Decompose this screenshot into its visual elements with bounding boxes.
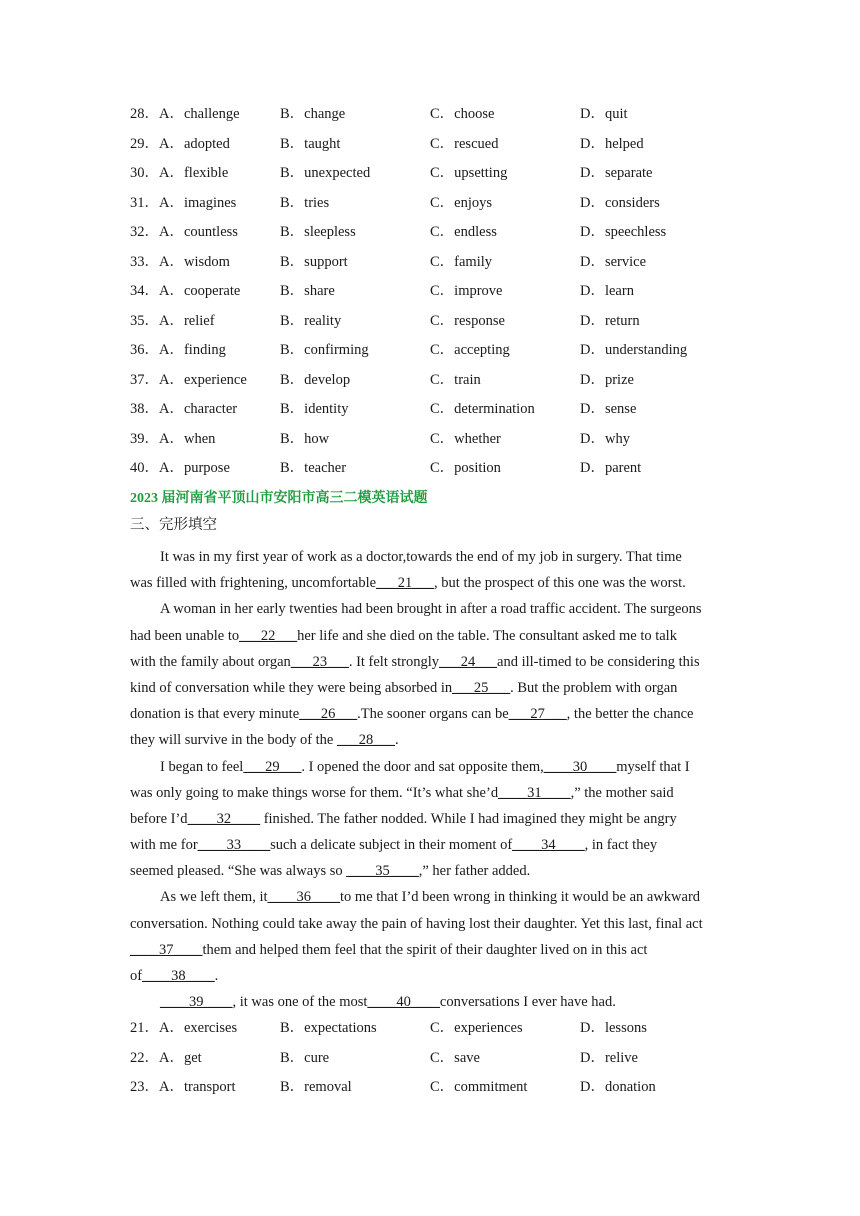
question-number: 32．	[130, 224, 159, 240]
passage-text: .	[214, 968, 219, 984]
passage-text: conversation. Nothing could take away the pain of having lost their daughter. Yet this last, final act	[130, 915, 703, 932]
question-number: 33．	[130, 253, 159, 270]
question-number: 23．	[130, 1079, 159, 1095]
passage-line	[130, 649, 735, 675]
option-a	[130, 1017, 237, 1039]
question-number: 36．	[130, 342, 159, 358]
option-c: C．train	[430, 371, 481, 388]
option-a	[130, 1076, 236, 1098]
option-d: D．return	[580, 312, 640, 329]
option-a	[130, 457, 230, 479]
passage-line	[130, 937, 735, 963]
option-a	[130, 398, 237, 420]
option-a	[130, 369, 247, 391]
question-number: 30．	[130, 165, 159, 181]
option-a	[130, 339, 226, 361]
option-b: B．sleepless	[280, 224, 356, 240]
option-a	[130, 310, 215, 332]
passage-text: conversations I ever have had.	[439, 994, 616, 1011]
question-number: 34．	[130, 283, 159, 299]
option-d: D．lessons	[580, 1020, 647, 1036]
passage-text: As we left them, it	[160, 889, 268, 906]
option-c: C．whether	[430, 430, 501, 447]
option-a-text: A．flexible	[159, 165, 229, 181]
passage-text: , but the prospect of this one was the worst.	[434, 575, 686, 592]
passage-text: . It felt strongly	[348, 653, 440, 670]
option-c: C．position	[430, 460, 501, 476]
passage-text: they will survive in the body of the	[130, 732, 337, 749]
passage-text: . But the problem with organ	[510, 679, 678, 696]
option-c: C．upsetting	[430, 165, 508, 181]
blank-23: ___23___	[290, 653, 349, 670]
passage-line	[130, 570, 735, 596]
question-number: 31．	[130, 194, 159, 211]
blank-33: ____33____	[197, 837, 271, 854]
passage-text: had been unable to	[130, 627, 240, 644]
option-c: C．experiences	[430, 1020, 523, 1036]
option-b: B．unexpected	[280, 165, 371, 181]
passage-text: donation is that every minute	[130, 706, 300, 723]
option-d: D．separate	[580, 165, 653, 181]
passage-line	[130, 596, 735, 622]
option-a-text: A．countless	[159, 224, 238, 240]
option-a-text: A．exercises	[159, 1020, 238, 1036]
option-a-text: A．get	[159, 1049, 202, 1066]
passage-line	[130, 884, 735, 910]
passage-text: before I’d	[130, 810, 188, 827]
blank-27: ___27___	[508, 706, 567, 723]
option-a	[130, 133, 230, 155]
passage-text: with the family about organ	[130, 653, 291, 670]
blank-39: ____39____	[160, 994, 233, 1011]
passage-text: ,” her father added.	[418, 863, 531, 880]
passage-line	[130, 727, 735, 753]
option-a-text: A．character	[159, 401, 238, 417]
option-a-text: A．experience	[159, 371, 247, 388]
passage-text: .The sooner organs can be	[357, 706, 509, 723]
passage-line	[130, 701, 735, 727]
passage-text: , the better the chance	[566, 706, 694, 723]
option-b: B．develop	[280, 371, 351, 388]
option-b: B．identity	[280, 401, 349, 417]
passage-text: was filled with frightening, uncomfortable	[130, 575, 377, 592]
passage-text: to me that I’d been wrong in thinking it would be an awkward	[340, 889, 701, 906]
option-c: C．improve	[430, 283, 503, 299]
option-a-text: A．when	[159, 430, 216, 447]
passage-text: was only going to make things worse for them. “It’s what she’d	[130, 784, 499, 801]
blank-32: ____32____	[187, 810, 261, 827]
question-number: 39．	[130, 430, 159, 447]
option-a-text: A．transport	[159, 1079, 236, 1095]
option-c: C．rescued	[430, 135, 499, 152]
cloze-passage	[130, 544, 735, 1015]
passage-text: finished. The father nodded. While I had imagined they might be angry	[260, 810, 677, 827]
option-d: D．donation	[580, 1079, 656, 1095]
passage-text: of	[130, 968, 143, 984]
passage-line	[130, 780, 735, 806]
exam-heading: 2023 届河南省平顶山市安阳市高三二模英语试题	[130, 491, 428, 506]
option-d: D．considers	[580, 194, 660, 211]
passage-text: such a delicate subject in their moment of	[270, 837, 513, 854]
passage-line	[130, 623, 735, 649]
passage-line	[130, 754, 735, 780]
option-d: D．service	[580, 253, 647, 270]
passage-text: them and helped them feel that the spirit of their daughter lived on in this act	[202, 941, 648, 958]
question-number: 37．	[130, 371, 159, 388]
blank-21: ___21___	[376, 575, 435, 592]
option-b: B．tries	[280, 194, 330, 211]
option-a	[130, 221, 238, 243]
passage-line	[130, 832, 735, 858]
blank-29: ___29___	[243, 758, 302, 775]
option-b: B．expectations	[280, 1020, 377, 1036]
option-d: D．helped	[580, 135, 644, 152]
question-number: 21．	[130, 1020, 159, 1036]
blank-28: ___28___	[337, 732, 395, 749]
question-number: 22．	[130, 1049, 159, 1066]
option-a	[130, 103, 240, 125]
blank-26: ___26___	[299, 706, 358, 723]
question-number: 40．	[130, 460, 159, 476]
option-d: D．why	[580, 430, 630, 447]
option-a	[130, 192, 236, 214]
option-a-text: A．finding	[159, 342, 226, 358]
passage-text: I began to feel	[160, 758, 244, 775]
passage-line	[130, 963, 735, 989]
option-c: C．endless	[430, 224, 497, 240]
passage-line	[130, 675, 735, 701]
option-d: D．speechless	[580, 224, 667, 240]
option-a	[130, 251, 230, 273]
option-c: C．choose	[430, 106, 495, 122]
blank-31: ____31____	[498, 784, 571, 801]
option-b: B．support	[280, 253, 348, 270]
option-a-text: A．imagines	[159, 194, 237, 211]
passage-text: , in fact they	[584, 837, 658, 854]
option-d: D．quit	[580, 106, 628, 122]
question-number: 35．	[130, 312, 159, 329]
passage-text: myself that I	[616, 758, 690, 775]
blank-38: ____38____	[142, 968, 215, 984]
option-a	[130, 1047, 202, 1069]
option-d: D．prize	[580, 371, 634, 388]
blank-35: ____35____	[346, 863, 419, 880]
question-number: 29．	[130, 135, 159, 152]
option-d: D．relive	[580, 1049, 638, 1066]
passage-text: .	[395, 732, 399, 749]
passage-text: A woman in her early twenties had been brought in after a road traffic accident. The surgeons	[160, 601, 702, 618]
blank-24: ___24___	[439, 653, 498, 670]
option-c: C．accepting	[430, 342, 510, 358]
option-d: D．understanding	[580, 342, 688, 358]
option-b: B．taught	[280, 135, 341, 152]
option-a-text: A．relief	[159, 312, 215, 329]
passage-line	[130, 911, 735, 937]
option-b: B．reality	[280, 312, 342, 329]
passage-line	[130, 989, 735, 1015]
blank-40: ____40____	[367, 994, 440, 1011]
option-c: C．commitment	[430, 1079, 528, 1095]
option-b: B．share	[280, 283, 335, 299]
passage-text: seemed pleased. “She was always so	[130, 863, 347, 880]
option-b: B．teacher	[280, 460, 347, 476]
passage-text: and ill-timed to be considering this	[497, 653, 700, 670]
passage-text: It was in my first year of work as a doctor,towards the end of my job in surgery. That time	[160, 549, 682, 565]
question-number: 38．	[130, 401, 159, 417]
option-c: C．save	[430, 1049, 480, 1066]
blank-25: ___25___	[452, 679, 511, 696]
option-d: D．sense	[580, 401, 637, 417]
blank-36: ____36____	[267, 889, 341, 906]
option-b: B．how	[280, 430, 330, 447]
option-c: C．enjoys	[430, 194, 493, 211]
option-a-text: A．cooperate	[159, 283, 241, 299]
passage-line	[130, 806, 735, 832]
option-a	[130, 280, 240, 302]
passage-text: kind of conversation while they were being absorbed in	[130, 679, 453, 696]
option-b: B．change	[280, 106, 346, 122]
passage-text: , it was one of the most	[232, 994, 368, 1011]
blank-22: ___22___	[239, 627, 298, 644]
option-a-text: A．purpose	[159, 460, 230, 476]
question-number: 28．	[130, 106, 159, 122]
passage-text: her life and she died on the table. The consultant asked me to talk	[297, 627, 677, 644]
blank-30: ____30____	[543, 758, 617, 775]
passage-line	[130, 544, 735, 570]
passage-text: with me for	[130, 837, 198, 854]
option-d: D．parent	[580, 460, 642, 476]
section-title: 三、完形填空	[130, 517, 217, 533]
option-a-text: A．adopted	[159, 135, 230, 152]
option-d: D．learn	[580, 283, 634, 299]
passage-line	[130, 858, 735, 884]
passage-text: . I opened the door and sat opposite them,	[301, 758, 544, 775]
blank-34: ____34____	[512, 837, 585, 854]
option-b: B．confirming	[280, 342, 369, 358]
option-a-text: A．challenge	[159, 106, 240, 122]
option-c: C．response	[430, 312, 505, 329]
blank-37: ____37____	[130, 941, 203, 958]
option-a-text: A．wisdom	[159, 253, 230, 270]
option-b: B．removal	[280, 1079, 352, 1095]
passage-text: ,” the mother said	[570, 784, 674, 801]
option-c: C．determination	[430, 401, 535, 417]
option-b: B．cure	[280, 1049, 330, 1066]
option-a	[130, 162, 228, 184]
option-c: C．family	[430, 253, 493, 270]
option-a	[130, 428, 215, 450]
